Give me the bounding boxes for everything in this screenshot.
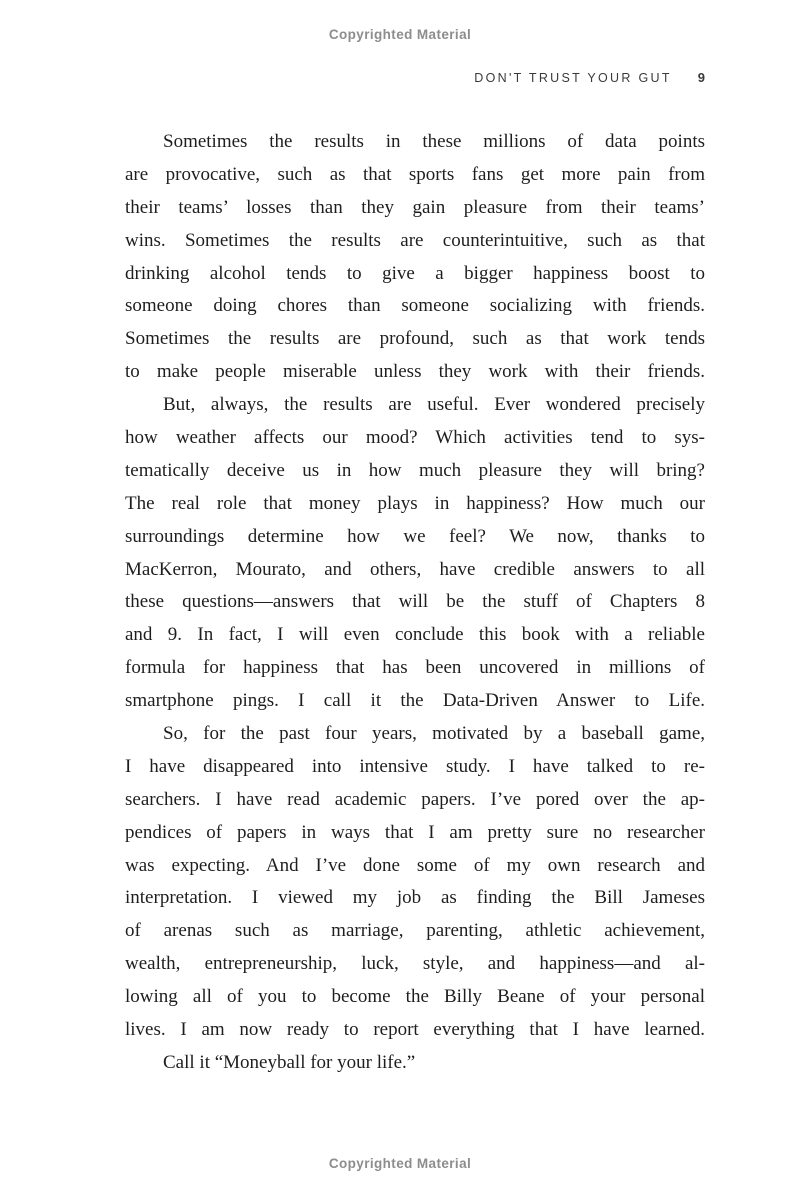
- copyright-notice-top: Copyrighted Material: [328, 27, 472, 42]
- text-line: drinking alcohol tends to give a bigger happiness boost to: [125, 262, 705, 284]
- text-line: I have disappeared into intensive study. I have talked to re-: [125, 755, 705, 777]
- text-line: searchers. I have read academic papers. I’ve pored over the ap-: [125, 788, 705, 810]
- text-line: someone doing chores than someone socializing with friends.: [125, 295, 705, 317]
- text-line: are provocative, such as that sports fans get more pain from: [125, 163, 705, 185]
- text-line: smartphone pings. I call it the Data-Driven Answer to Life.: [125, 690, 705, 712]
- text-line: of arenas such as marriage, parenting, athletic achievement,: [125, 920, 705, 942]
- text-line: lowing all of you to become the Billy Beane of your personal: [125, 986, 705, 1008]
- text-line: interpretation. I viewed my job as finding the Bill Jameses: [125, 887, 705, 909]
- text-line: Call it “Moneyball for your life.”: [163, 1051, 416, 1073]
- text-line: tematically deceive us in how much pleasure they will bring?: [125, 459, 705, 481]
- text-line: pendices of papers in ways that I am pretty sure no researcher: [125, 821, 705, 843]
- text-line: Sometimes the results are profound, such as that work tends: [125, 328, 705, 350]
- text-line: MacKerron, Mourato, and others, have credible answers to all: [125, 558, 705, 580]
- text-line: The real role that money plays in happiness? How much our: [125, 492, 705, 514]
- text-line: wins. Sometimes the results are counterintuitive, such as that: [125, 229, 705, 251]
- text-line: Sometimes the results in these millions of data points: [163, 131, 705, 152]
- running-header: [474, 70, 705, 85]
- text-line: surroundings determine how we feel? We now, thanks to: [125, 525, 705, 547]
- text-line: formula for happiness that has been uncovered in millions of: [125, 657, 705, 679]
- text-line: to make people miserable unless they work with their friends.: [125, 361, 705, 383]
- text-line: lives. I am now ready to report everything that I have learned.: [125, 1019, 705, 1041]
- text-line: was expecting. And I’ve done some of my own research and: [125, 854, 705, 876]
- text-line: So, for the past four years, motivated by a baseball game,: [163, 723, 705, 745]
- text-line: these questions—answers that will be the stuff of Chapters 8: [125, 591, 705, 613]
- text-line: how weather affects our mood? Which activities tend to sys-: [125, 427, 705, 449]
- copyright-notice-bottom: Copyrighted Material: [328, 1156, 472, 1171]
- text-line: and 9. In fact, I will even conclude this book with a reliable: [125, 624, 705, 646]
- page-number: 9: [697, 70, 705, 85]
- text-line: wealth, entrepreneurship, luck, style, and happiness—and al-: [125, 953, 705, 975]
- page-body: [125, 126, 705, 1080]
- running-title: DON'T TRUST YOUR GUT: [474, 71, 672, 85]
- text-line: their teams’ losses than they gain pleasure from their teams’: [125, 196, 705, 218]
- text-line: But, always, the results are useful. Ever wondered precisely: [163, 394, 705, 416]
